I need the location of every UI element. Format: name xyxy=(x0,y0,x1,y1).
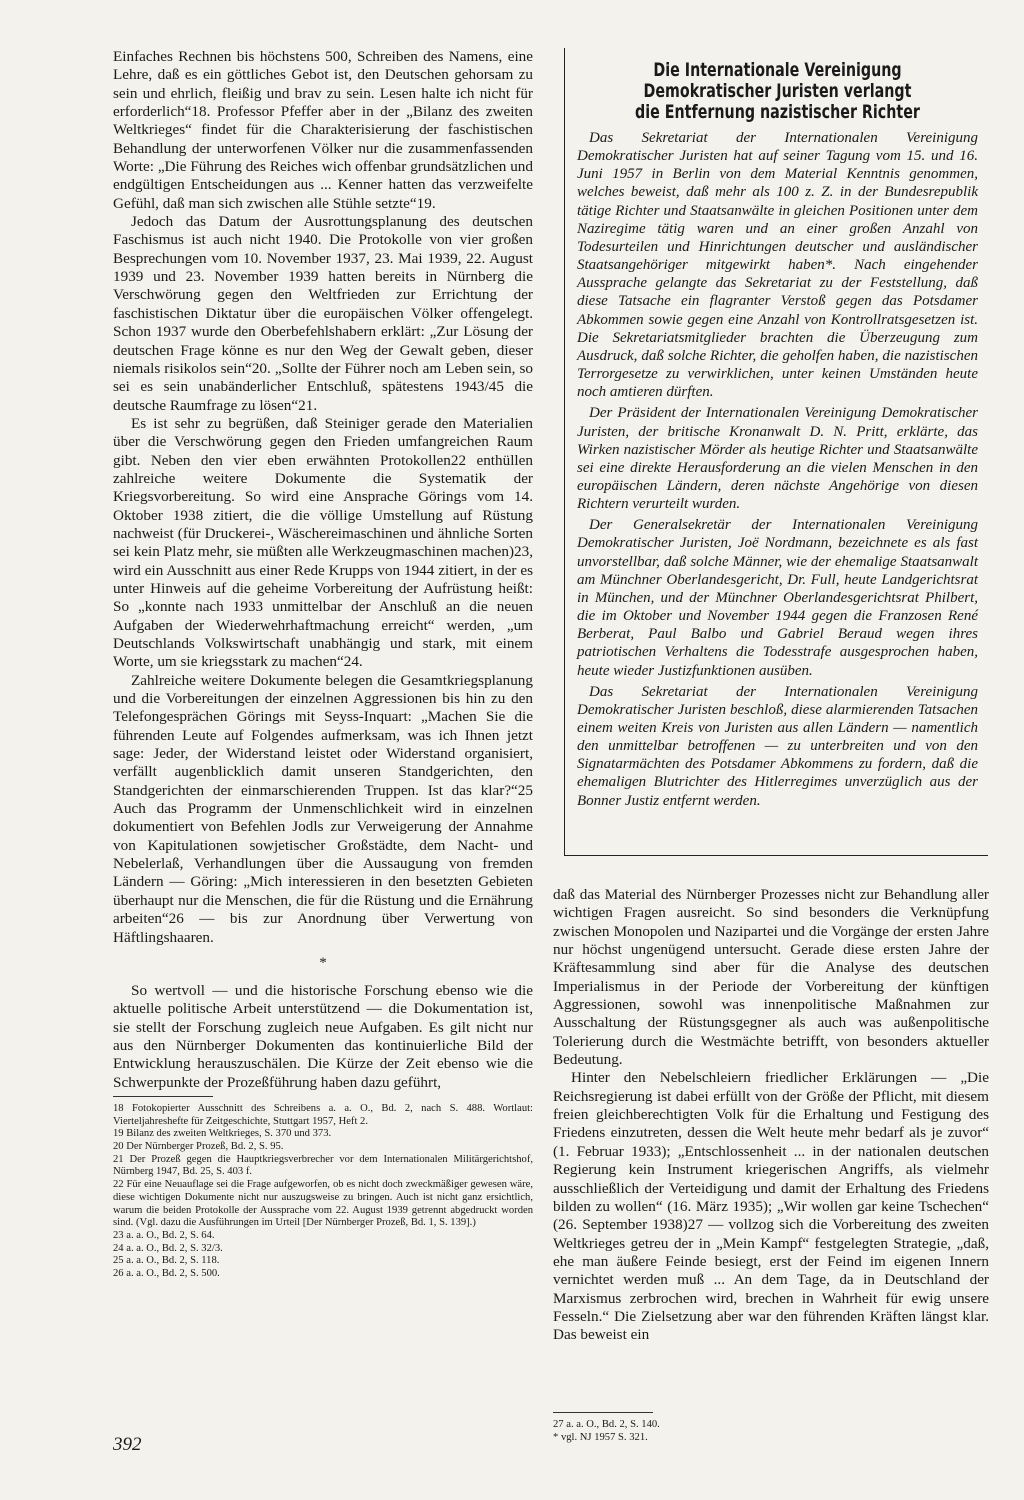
box-title: Die Internationale Vereinigung xyxy=(653,60,902,81)
paragraph: Hinter den Nebelschleiern friedlicher Erklärungen — „Die Reichsregierung ist dabei erfüllt von der Größe der Pflicht, mit diesem freien gleichberechtigten Volk für die Erhaltung und Festigung des Friedens einzutreten, dessen die Welt heute mehr bedarf als je zuvor“ (1. Februar 1933); „Entschlossenheit ... in der nationalen deutschen Regierung kein Instrument kriegerischen Angriffs, als vielmehr ausschließlich der Verteidigung und damit der Erhaltung des Friedens bilden zu wollen“ (16. März 1935); „Wir wollen gar keine Tschechen“ (26. September 1938)27 — vollzog sich die Vorbereitung des zweiten Weltkrieges getreu der in „Mein Kampf“ festgelegten Strategie, „daß, ehe man äußere Feinde besiegt, erst der Feind im eigenen Innern vernichtet werden muß ... An dem Tage, da in Deutschland der Marxismus zerbrochen wird, brechen in Wahrheit für ewig unsere Fesseln.“ Die Zielsetzung aber war den führenden Kräften längst klar. Das beweist ein xyxy=(553,1069,989,1344)
right-column xyxy=(553,886,989,1345)
box-paragraph: Das Sekretariat der Internationalen Vereinigung Demokratischer Juristen hat auf seiner Tagung vom 15. und 16. Juni 1957 in Berlin von dem Material Kenntnis genommen, welches beweist, daß mehr als 100 z. Z. in der Bundesrepublik tätige Richter und Staatsanwälte in gleichen Positionen unter dem Naziregime tätig waren und an einer großen Anzahl von Todesurteilen und Hinrichtungen deutscher und ausländischer Staatsangehöriger mitgewirkt haben*. Nach eingehender Aussprache gelangte das Sekretariat zu der Feststellung, daß diese Tatsache ein flagranter Verstoß gegen das Potsdamer Abkommen sowie gegen eine Anzahl von Kontrollratsgesetzen ist. Die Sekretariatsmitglieder brachten die Überzeugung zum Ausdruck, daß solche Richter, die geholfen haben, die nazistischen Terrorgesetze zu verwirklichen, unter keinen Umständen heute noch amtieren dürften. xyxy=(577,130,978,401)
announcement-box xyxy=(564,48,988,856)
footnote: 19 Bilanz des zweiten Weltkrieges, S. 370 und 373. xyxy=(113,1128,332,1140)
footnote: 21 Der Prozeß gegen die Hauptkriegsverbrecher vor dem Internationalen Militärgerichtshof, Nürnberg 1947, Bd. 25, S. 403 f. xyxy=(113,1153,533,1178)
footnote: 26 a. a. O., Bd. 2, S. 500. xyxy=(113,1268,220,1280)
footnote-rule xyxy=(113,1096,213,1097)
paragraph: Es ist sehr zu begrüßen, daß Steiniger gerade den Materialien über die Verschwörung gegen den Frieden umfangreichen Raum gibt. Neben den vier eben erwähnten Protokollen22 enthüllen zahlreiche weitere Dokumente die Systematik der Kriegsvorbereitung. So wird eine Ansprache Görings vom 14. Oktober 1938 zitiert, die die völlige Umstellung auf Rüstung nachweist (für Druckerei-, Wäschereimaschinen und ähnliche Sorten sei kein Platz mehr, sie müßten alle Werkzeugmaschinen machen)23, wird ein Ausschnitt aus einer Rede Krupps von 1944 zitiert, in der es unter Hinweis auf die geheime Vorbereitung der Aufrüstung heißt: So „konnte nach 1933 unmittelbar der Anschluß an die neuen Aufgaben der Wiederwehrhaftmachung erreicht“ werden, „um Deutschlands Volkswirtschaft unabhängig und stark, mit einem Worte, um sie kriegsstark zu machen“24. xyxy=(113,414,533,671)
footnote: 22 Für eine Neuauflage sei die Frage aufgeworfen, ob es nicht doch zweckmäßiger gewesen wäre, diese wichtigen Dokumente nicht nur auszugsweise zu bringen. Auch ist nicht ganz ersichtlich, warum die beiden Protokolle der Aussprache vom 22. August 1939 getrennt abgedruckt worden sind. (Vgl. dazu die Ausführungen im Urteil [Der Nürnberger Prozeß, Bd. 1, S. 139].) xyxy=(113,1179,533,1229)
footnote: 25 a. a. O., Bd. 2, S. 118. xyxy=(113,1255,220,1267)
footnotes-left xyxy=(113,1103,533,1281)
box-title: die Entfernung nazistischer Richter xyxy=(635,102,920,123)
footnote-rule xyxy=(553,1412,653,1413)
paragraph: So wertvoll — und die historische Forschung ebenso wie die aktuelle politische Arbeit unterstützend — die Dokumentation ist, sie stellt der Forschung zugleich neue Aufgaben. Es gilt nicht nur aus den Nürnberger Dokumenten das kontinuierliche Bild der Entwicklung herauszuschälen. Die Kürze der Zeit ebenso wie die Schwerpunkte der Prozeßführung haben dazu geführt, xyxy=(113,981,533,1091)
box-title: Demokratischer Juristen verlangt xyxy=(643,81,912,102)
box-paragraph: Der Präsident der Internationalen Vereinigung Demokratischer Juristen, der britische Kronanwalt D. N. Pritt, erklärte, das Wirken nazistischer Mörder als heutige Richter und Staatsanwälte sei eine direkte Herausforderung an die vielen Menschen in den europäischen Ländern, deren nächste Angehörige von diesen Richtern verurteilt wurden. xyxy=(577,405,978,513)
paragraph: daß das Material des Nürnberger Prozesses nicht zur Behandlung aller wichtigen Fragen ausreicht. So sind besonders die Verknüpfung zwischen Monopolen und Nazipartei und die Vorgänge der ersten Jahre nur höchst ungenügend untersucht. Gerade diese ersten Jahre der Kräftesammlung sind aber für die Analyse des deutschen Imperialismus in der Periode der Vorbereitung der künftigen Aggressionen, sowohl was innenpolitische Maßnahmen zur Ausschaltung der Rüstungsgegner als auch was außenpolitische Tolerierung durch die Westmächte betrifft, von besonders aktueller Bedeutung. xyxy=(553,886,989,1069)
box-paragraph: Das Sekretariat der Internationalen Vereinigung Demokratischer Juristen beschloß, diese alarmierenden Tatsachen einem weiten Kreis von Juristen aus allen Ländern — namentlich den unmittelbar betroffenen — zu unterbreiten und von den Signatarmächten des Potsdamer Abkommens zu fordern, daß die ehemaligen Blutrichter des Hitlerregimes unverzüglich aus der Bonner Justiz entfernt werden. xyxy=(577,683,978,809)
paragraph: Einfaches Rechnen bis höchstens 500, Schreiben des Namens, eine Lehre, daß es ein göttliches Gebot ist, den Deutschen gehorsam zu sein und ehrlich, fleißig und brav zu sein. Lesen halte ich nicht für erforderlich“18. Professor Pfeffer aber in der „Bilanz des zweiten Weltkrieges“ findet für die Charakterisierung der faschistischen Behandlung der unterworfenen Völker nur die zusammenfassenden Worte: „Die Führung des Reiches wich offenbar grundsätzlichen und endgültigen Entscheidungen aus ... Kenner hatten das verzweifelte Gefühl, daß man sich zwischen alle Stühle setzte“19. xyxy=(113,48,533,212)
footnote: * vgl. NJ 1957 S. 321. xyxy=(553,1431,648,1443)
footnote: 24 a. a. O., Bd. 2, S. 32/3. xyxy=(113,1242,223,1254)
footnotes-right xyxy=(553,1408,983,1444)
left-column xyxy=(113,48,533,1281)
paragraph: Zahlreiche weitere Dokumente belegen die Gesamtkriegsplanung und die Vorbereitungen der einzelnen Aggressionen bis hin zu den Telefongesprächen Görings mit Seyss-Inquart: „Machen Sie die führenden Leute auf Folgendes aufmerksam, was ich Ihnen jetzt sage: Jeder, der Widerstand leistet oder Widerstand organisiert, verfällt augenblicklich damit unseren Standgerichten, den Standgerichten der einmarschierenden Truppen. Ist das klar?“25 Auch das Programm der Unmenschlichkeit wird in einzelnen dokumentiert von Befehlen Jodls zur Verweigerung der Annahme von Kapitulationen sowjetischer Großstädte, dem Nacht- und Nebelerlaß, Verhandlungen über die Aussaugung von fremden Ländern — Göring: „Mich interessieren in den besetzten Gebieten überhaupt nur die Menschen, die für die Rüstung und die Ernährung arbeiten“26 — bis zur Anordnung über Verwertung von Häftlingshaaren. xyxy=(113,671,533,946)
paragraph: Jedoch das Datum der Ausrottungsplanung des deutschen Faschismus ist auch nicht 1940. Die Protokolle von vier großen Besprechungen vom 10. November 1937, 23. Mai 1939, 22. August 1939 und 23. November 1939 hatten bereits in Nürnberg die Verschwörung gegen den Weltfrieden zur Errichtung der faschistischen Diktatur über die europäischen Völker offengelegt. Schon 1937 wurde den Oberbefehlshabern erklärt: „Zur Lösung der deutschen Frage könne es nur den Weg der Gewalt geben, dieser niemals risikolos sein“20. „Sollte der Führer noch am Leben sein, so sei es sein unabänderlicher Entschluß, spätestens 1943/45 die deutsche Raumfrage zu lösen“21. xyxy=(113,213,533,414)
footnote: 27 a. a. O., Bd. 2, S. 140. xyxy=(553,1419,660,1430)
footnote: 18 Fotokopierter Ausschnitt des Schreibens a. a. O., Bd. 2, nach S. 488. Wortlaut: Vierteljahreshefte für Zeitgeschichte, Stuttgart 1957, Heft 2. xyxy=(113,1102,533,1127)
footnote: 23 a. a. O., Bd. 2, S. 64. xyxy=(113,1229,215,1241)
footnote: 20 Der Nürnberger Prozeß, Bd. 2, S. 95. xyxy=(113,1141,284,1153)
page-number: 392 xyxy=(113,1434,142,1455)
box-paragraph: Der Generalsekretär der Internationalen Vereinigung Demokratischer Juristen, Joë Nordmann, bezeichnete es als fast unvorstellbar, daß solche Männer, wie der ehemalige Staatsanwalt am Münchner Oberlandesgericht, Dr. Full, heute Landgerichtsrat in München, und der Münchner Oberlandesgerichtsrat Philbert, die im Oktober und November 1944 gegen die Franzosen René Berberat, Paul Balbo und Gabriel Beraud wegen ihres patriotischen Verhaltens die Todesstrafe ausgesprochen haben, heute wieder Justizfunktionen ausüben. xyxy=(577,517,978,679)
section-separator: * xyxy=(319,954,327,971)
